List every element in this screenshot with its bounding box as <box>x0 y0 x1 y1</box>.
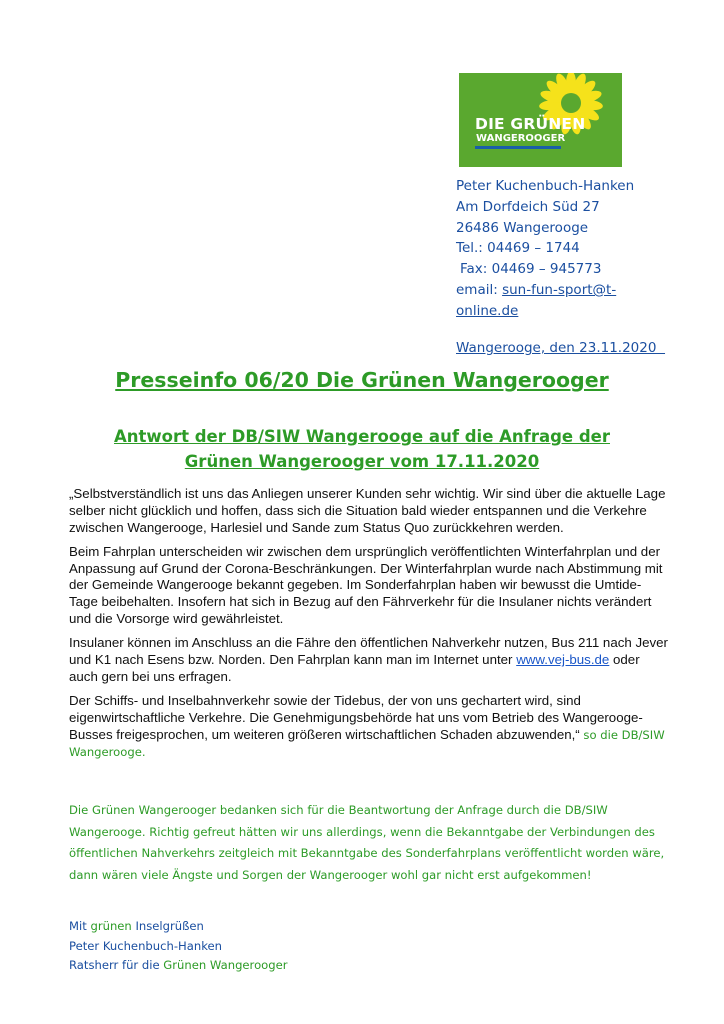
gruene-statement-text: Die Grünen Wangerooger bedanken sich für die Beantwortung der Anfrage durch die DB/SIW Wangerooge. Richtig gefreut hätten wir uns allerdings, wenn die Bekanntgabe der Verbindungen des öffentlichen Nahverkehrs zeitgleich mit Bekanntgabe des Sonderfahrplans veröffentlicht worden wäre, dann wären viele Ängste und Sorgen der Wangerooger wohl gar nicht erst aufgekommen! <box>69 803 665 882</box>
paragraph-3-text: Insulaner können im Anschluss an die Fähre den öffentlichen Nahverkehr nutzen, Bus 211 nach Jever und K1 nach Esens bzw. Norden. Den Fahrplan kann man im Internet unter <box>69 635 668 668</box>
signature <box>69 917 288 976</box>
sender-street: Am Dorfdeich Süd 27 <box>456 198 600 215</box>
subtitle <box>60 424 664 474</box>
party-logo <box>459 73 622 167</box>
paragraph-1: „Selbstverständlich ist uns das Anliegen unserer Kunden sehr wichtig. Wir sind über die aktuelle Lage selber nicht glücklich und hoffen, dass sich die Situation bald wieder entspannen und die Verkehre zwischen Wangerooge, Harlesiel und Sande zum Status Quo zurückkehren werden. <box>69 486 666 535</box>
gruene-statement <box>69 800 669 886</box>
place-date: Wangerooge, den 23.11.2020 <box>456 340 666 356</box>
paragraph-4-text: Der Schiffs- und Inselbahnverkehr sowie der Tidebus, der von uns gechartert wird, sind eigenwirtschaftliche Verkehre. Die Genehmigungsbehörde hat uns vom Betrieb des Wangerooge-Busses freigesprochen, um weiteren größeren wirtschaftlichen Schaden abzuwenden,“ <box>69 693 643 742</box>
sender-name: Peter Kuchenbuch-Hanken <box>456 178 635 194</box>
sender-email-line <box>456 280 634 301</box>
page-title: Presseinfo 06/20 Die Grünen Wangerooger <box>115 368 609 392</box>
signature-name: Peter Kuchenbuch-Hanken <box>69 938 222 953</box>
email-link-part1[interactable]: sun-fun-sport@t- <box>502 281 617 298</box>
quoted-response <box>69 486 669 768</box>
logo-underline-bar <box>475 146 561 149</box>
vej-bus-link[interactable]: www.vej-bus.de <box>516 652 610 668</box>
signature-role <box>69 956 288 976</box>
subtitle-line2: Grünen Wangerooger vom 17.11.2020 <box>184 452 540 471</box>
greeting-post: Inselgrüßen <box>131 919 204 933</box>
paragraph-4 <box>69 693 669 760</box>
subtitle-line1: Antwort der DB/SIW Wangerooge auf die Anfrage der <box>113 427 610 446</box>
email-link-part2[interactable]: online.de <box>456 302 519 319</box>
email-label: email: <box>456 281 503 298</box>
paragraph-3 <box>69 635 669 685</box>
sender-city: 26486 Wangerooge <box>456 219 589 236</box>
logo-text-wangerooger: WANGEROOGER <box>476 133 566 144</box>
paragraph-4-attribution: so die DB/SIW Wangerooge. <box>69 727 665 759</box>
sender-fax: Fax: 04469 – 945773 <box>460 261 602 278</box>
paragraph-3-end: oder auch gern bei uns erfragen. <box>69 652 640 684</box>
greeting-pre: Mit <box>69 919 91 933</box>
role-green: Grünen Wangerooger <box>163 958 288 973</box>
sender-address <box>456 176 634 322</box>
logo-text-die-gruenen: DIE GRÜNEN <box>475 115 586 133</box>
sender-tel: Tel.: 04469 – 1744 <box>456 240 580 257</box>
paragraph-2: Beim Fahrplan unterscheiden wir zwischen dem ursprünglich veröffentlichten Winterfahrplan und der Anpassung auf Grund der Corona-Beschränkungen. Der Winterfahrplan wurde nach Abstimmung mit der Gemeinde Wangerooge bekannt gegeben. Im Sonderfahrplan haben wir bewusst die Umtide-Tage beibehalten. Insofern hat sich in Bezug auf den Fährverkehr für die Insulaner nichts verändert und die Vorsorge wird gewährleistet. <box>69 543 663 627</box>
role-pre: Ratsherr für die <box>69 958 164 973</box>
greeting-green: grünen <box>90 919 132 933</box>
signature-greeting <box>69 917 288 937</box>
